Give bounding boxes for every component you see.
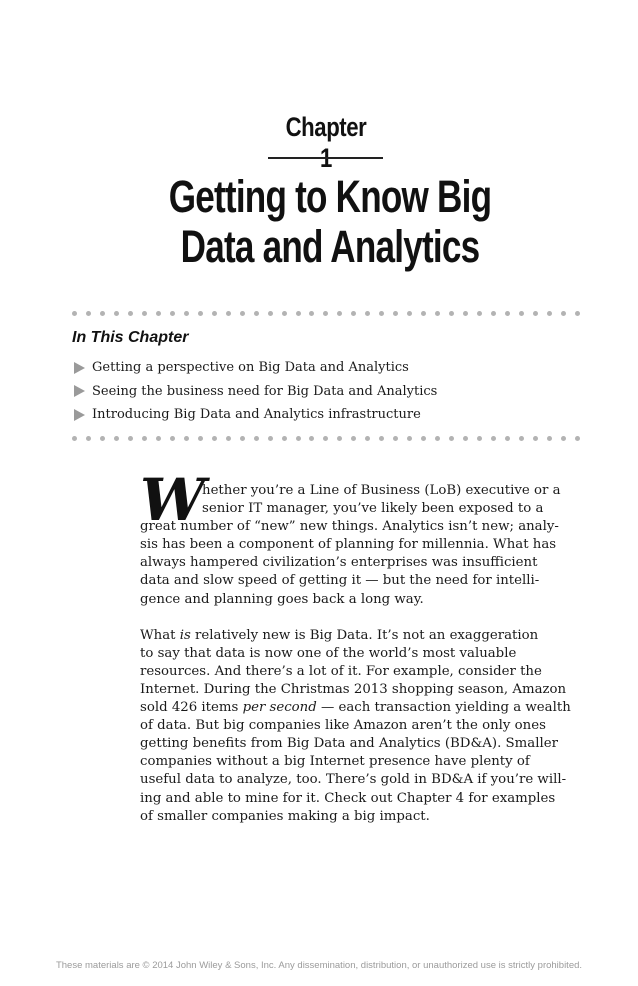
- chapter-title: [120, 172, 540, 272]
- triangle-bullet-icon: [74, 385, 85, 397]
- divider-dot: [533, 436, 538, 441]
- drop-cap: W: [140, 466, 206, 534]
- text-line: of data. But big companies like Amazon aren’t the only ones: [140, 718, 546, 734]
- divider-dot: [505, 311, 510, 316]
- divider-dot: [282, 436, 287, 441]
- divider-dot: [407, 436, 412, 441]
- text-run: sold 426 items: [140, 700, 243, 716]
- divider-dot: [491, 436, 496, 441]
- divider-dot: [240, 311, 245, 316]
- dotted-divider-top: [72, 311, 580, 321]
- divider-dot: [268, 311, 273, 316]
- divider-dot: [351, 311, 356, 316]
- divider-dot: [114, 436, 119, 441]
- list-item-text: Introducing Big Data and Analytics infrastructure: [92, 407, 421, 423]
- divider-dot: [309, 436, 314, 441]
- text-line: ing and able to mine for it. Check out Chapter 4 for examples: [140, 790, 556, 806]
- divider-dot: [323, 311, 328, 316]
- divider-dot: [407, 311, 412, 316]
- list-item: [74, 403, 437, 427]
- divider-dot: [435, 311, 440, 316]
- divider-dot: [86, 311, 91, 316]
- divider-dot: [240, 436, 245, 441]
- in-this-chapter-heading: In This Chapter: [72, 329, 189, 346]
- text-line: [140, 627, 580, 645]
- divider-dot: [365, 436, 370, 441]
- text-line: Internet. During the Christmas 2013 shopping season, Amazon: [140, 681, 567, 697]
- divider-dot: [156, 436, 161, 441]
- divider-dot: [72, 436, 77, 441]
- divider-dot: [519, 436, 524, 441]
- divider-dot: [184, 436, 189, 441]
- divider-dot: [114, 311, 119, 316]
- text-line: useful data to analyze, too. There’s gold in BD&A if you’re will-: [140, 772, 567, 788]
- divider-dot: [519, 311, 524, 316]
- divider-dot: [198, 436, 203, 441]
- text-line: resources. And there’s a lot of it. For example, consider the: [140, 663, 542, 679]
- divider-dot: [254, 436, 259, 441]
- text-line: great number of “new” new things. Analytics isn’t new; analy-: [140, 519, 559, 535]
- divider-dot: [379, 311, 384, 316]
- divider-dot: [351, 436, 356, 441]
- text-line: companies without a big Internet presence have plenty of: [140, 754, 530, 770]
- divider-dot: [337, 436, 342, 441]
- paragraph-2: [140, 627, 580, 826]
- copyright-footer: These materials are © 2014 John Wiley & Sons, Inc. Any dissemination, distribution, or unauthorized use is strictly prohibited.: [55, 960, 583, 971]
- chapter-label: Chapter: [285, 112, 367, 142]
- divider-dot: [449, 311, 454, 316]
- chapter-title-line-2: Data and Analytics: [180, 221, 480, 272]
- text-line: sis has been a component of planning for millennia. What has: [140, 537, 557, 553]
- divider-dot: [309, 311, 314, 316]
- divider-dot: [142, 311, 147, 316]
- divider-dot: [365, 311, 370, 316]
- triangle-bullet-icon: [74, 362, 85, 374]
- in-this-chapter-list: [74, 356, 437, 427]
- divider-dot: [323, 436, 328, 441]
- text-line: getting benefits from Big Data and Analytics (BD&A). Smaller: [140, 736, 558, 752]
- divider-dot: [226, 436, 231, 441]
- divider-dot: [575, 311, 580, 316]
- text-line: data and slow speed of getting it — but the need for intelli-: [140, 573, 540, 589]
- text-line: to say that data is now one of the world’s most valuable: [140, 645, 517, 661]
- list-item-text: Seeing the business need for Big Data and Analytics: [92, 383, 438, 399]
- text-line: of smaller companies making a big impact.: [140, 808, 430, 824]
- list-item: [74, 356, 437, 380]
- paragraph-1: [140, 482, 580, 609]
- dotted-divider-bottom: [72, 436, 580, 446]
- divider-dot: [463, 436, 468, 441]
- divider-dot: [100, 311, 105, 316]
- divider-dot: [226, 311, 231, 316]
- divider-dot: [463, 311, 468, 316]
- text-run: What: [140, 627, 180, 643]
- divider-dot: [142, 436, 147, 441]
- text-line: always hampered civilization’s enterprises was insufficient: [140, 555, 538, 571]
- divider-dot: [449, 436, 454, 441]
- divider-dot: [421, 436, 426, 441]
- text-run: — each transaction yielding a wealth: [316, 700, 571, 716]
- divider-dot: [128, 311, 133, 316]
- text-line: [140, 699, 580, 717]
- text-line: senior IT manager, you’ve likely been exposed to a: [202, 501, 544, 517]
- emphasis-text: is: [179, 627, 191, 643]
- divider-dot: [72, 311, 77, 316]
- divider-dot: [393, 436, 398, 441]
- divider-dot: [296, 436, 301, 441]
- divider-dot: [268, 436, 273, 441]
- divider-dot: [575, 436, 580, 441]
- emphasis-text: per second: [242, 700, 317, 716]
- divider-dot: [170, 436, 175, 441]
- divider-dot: [547, 436, 552, 441]
- divider-dot: [198, 311, 203, 316]
- divider-dot: [212, 311, 217, 316]
- divider-dot: [547, 311, 552, 316]
- divider-dot: [212, 436, 217, 441]
- divider-dot: [393, 311, 398, 316]
- triangle-bullet-icon: [74, 409, 85, 421]
- text-run: relatively new is Big Data. It’s not an exaggeration: [190, 627, 539, 643]
- divider-dot: [86, 436, 91, 441]
- divider-dot: [421, 311, 426, 316]
- divider-dot: [435, 436, 440, 441]
- divider-dot: [561, 311, 566, 316]
- chapter-title-line-1: Getting to Know Big: [168, 171, 492, 222]
- divider-dot: [491, 311, 496, 316]
- divider-dot: [282, 311, 287, 316]
- text-line: hether you’re a Line of Business (LoB) executive or a: [202, 483, 561, 498]
- divider-dot: [156, 311, 161, 316]
- divider-dot: [254, 311, 259, 316]
- divider-dot: [337, 311, 342, 316]
- text-line: gence and planning goes back a long way.: [140, 591, 424, 607]
- divider-dot: [477, 311, 482, 316]
- divider-dot: [100, 436, 105, 441]
- list-item-text: Getting a perspective on Big Data and Analytics: [92, 360, 409, 376]
- body-text: [140, 482, 580, 826]
- divider-dot: [533, 311, 538, 316]
- divider-dot: [170, 311, 175, 316]
- divider-dot: [379, 436, 384, 441]
- divider-dot: [505, 436, 510, 441]
- divider-dot: [477, 436, 482, 441]
- divider-dot: [561, 436, 566, 441]
- chapter-rule: [268, 157, 383, 159]
- divider-dot: [184, 311, 189, 316]
- list-item: [74, 380, 437, 404]
- divider-dot: [128, 436, 133, 441]
- divider-dot: [296, 311, 301, 316]
